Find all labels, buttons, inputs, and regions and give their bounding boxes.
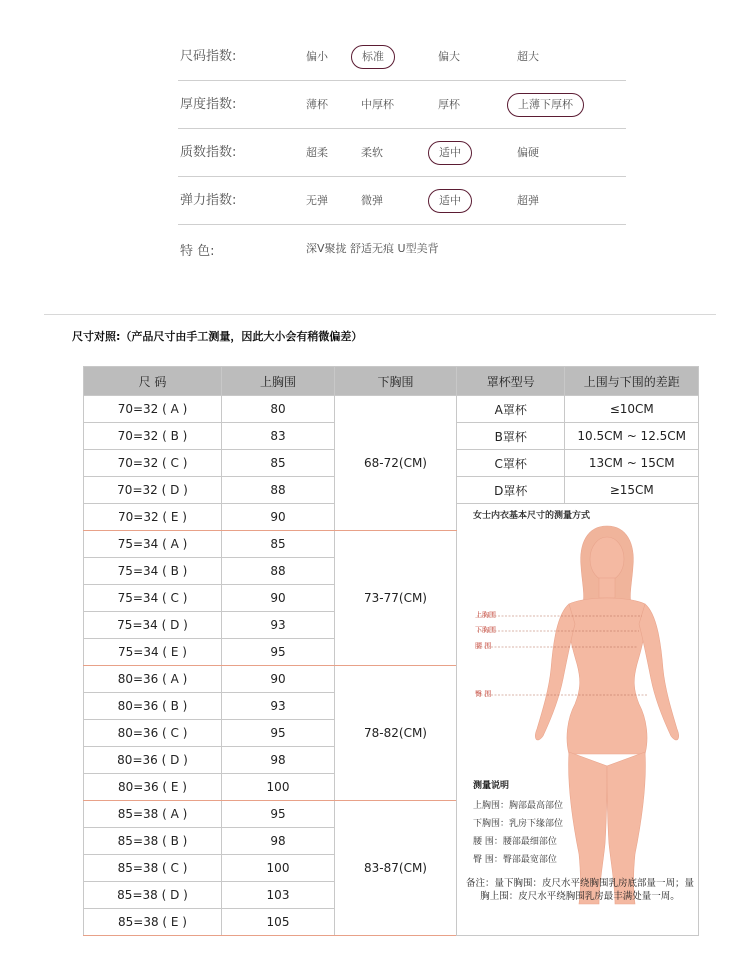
under-bust-cell: 83-87(CM): [335, 801, 457, 936]
size-cell: 70=32 ( C ): [84, 450, 222, 477]
header-upper-bust: 上胸围: [222, 367, 335, 396]
cup-type-cell: B罩杯: [457, 423, 565, 450]
attribute-option: 偏小: [306, 50, 328, 63]
attribute-row: [178, 129, 626, 177]
attribute-option: 超柔: [306, 146, 328, 159]
difference-cell: ≥15CM: [565, 477, 699, 504]
attribute-option-selected: 标准: [351, 45, 395, 69]
size-chart-heading: 尺寸对照:（产品尺寸由手工测量，因此大小会有稍微偏差）: [72, 330, 363, 343]
attribute-row: [178, 81, 626, 129]
measurement-remark: 备注：量下胸围：皮尺水平绕胸围乳房底部量一周；量胸上围：皮尺水平绕胸围乳房最丰满处量一周。: [465, 878, 694, 902]
attribute-option-selected: 上薄下厚杯: [507, 93, 584, 117]
upper-bust-cell: 103: [222, 882, 335, 909]
upper-bust-cell: 88: [222, 558, 335, 585]
under-bust-cell: 68-72(CM): [335, 396, 457, 531]
size-cell: 85=38 ( D ): [84, 882, 222, 909]
upper-bust-cell: 83: [222, 423, 335, 450]
row-divider: [178, 224, 626, 225]
size-cell: 70=32 ( B ): [84, 423, 222, 450]
header-cup-type: 罩杯型号: [457, 367, 565, 396]
upper-bust-cell: 85: [222, 531, 335, 558]
cup-type-cell: C罩杯: [457, 450, 565, 477]
difference-cell: 13CM ~ 15CM: [565, 450, 699, 477]
notes-title: 测量说明: [473, 781, 510, 791]
header-size: 尺 码: [84, 367, 222, 396]
attribute-row: [178, 177, 626, 225]
upper-bust-cell: 90: [222, 666, 335, 693]
size-cell: 70=32 ( D ): [84, 477, 222, 504]
upper-bust-cell: 90: [222, 585, 335, 612]
figure-title: 女士内衣基本尺寸的测量方式: [473, 511, 591, 521]
size-cell: 75=34 ( D ): [84, 612, 222, 639]
attribute-option: 厚杯: [438, 98, 460, 111]
difference-cell: ≤10CM: [565, 396, 699, 423]
cup-type-cell: D罩杯: [457, 477, 565, 504]
attribute-option: 薄杯: [306, 98, 328, 111]
note-line: 下胸围：乳房下缘部位: [473, 819, 564, 829]
upper-bust-cell: 95: [222, 801, 335, 828]
upper-bust-cell: 98: [222, 747, 335, 774]
note-line: 腰 围：腰部最细部位: [473, 837, 557, 847]
size-chart-table: [83, 366, 699, 936]
upper-bust-cell: 85: [222, 450, 335, 477]
size-cell: 85=38 ( A ): [84, 801, 222, 828]
note-line: 臀 围：臀部最宽部位: [473, 855, 557, 865]
attribute-option: 柔软: [361, 146, 383, 159]
attribute-option: 无弹: [306, 194, 328, 207]
measurement-figure: [457, 504, 698, 912]
attribute-option: 微弹: [361, 194, 383, 207]
size-cell: 75=34 ( B ): [84, 558, 222, 585]
size-cell: 80=36 ( E ): [84, 774, 222, 801]
upper-bust-cell: 88: [222, 477, 335, 504]
size-cell: 85=38 ( C ): [84, 855, 222, 882]
size-cell: 75=34 ( A ): [84, 531, 222, 558]
header-under-bust: 下胸围: [335, 367, 457, 396]
size-cell: 70=32 ( E ): [84, 504, 222, 531]
header-difference: 上围与下围的差距: [565, 367, 699, 396]
feature-value: 深V聚拢 舒适无痕 U型美背: [306, 242, 439, 255]
attribute-option-selected: 适中: [428, 189, 472, 213]
attribute-option: 超大: [517, 50, 539, 63]
attribute-option: 中厚杯: [361, 98, 394, 111]
upper-bust-cell: 95: [222, 639, 335, 666]
note-line: 上胸围：胸部最高部位: [473, 801, 564, 811]
attribute-option: 超弹: [517, 194, 539, 207]
upper-bust-cell: 100: [222, 774, 335, 801]
size-cell: 70=32 ( A ): [84, 396, 222, 423]
attribute-label: 质数指数:: [180, 145, 237, 160]
attribute-option: 偏硬: [517, 146, 539, 159]
upper-bust-cell: 80: [222, 396, 335, 423]
attribute-label: 厚度指数:: [180, 97, 237, 112]
label-hip: 臀 围: [475, 690, 492, 698]
upper-bust-cell: 98: [222, 828, 335, 855]
attribute-label: 弹力指数:: [180, 193, 237, 208]
attribute-label: 尺码指数:: [180, 49, 237, 64]
size-cell: 75=34 ( C ): [84, 585, 222, 612]
upper-bust-cell: 105: [222, 909, 335, 936]
difference-cell: 10.5CM ~ 12.5CM: [565, 423, 699, 450]
label-waist: 腰 围: [475, 642, 492, 650]
size-cell: 80=36 ( C ): [84, 720, 222, 747]
attribute-option-selected: 适中: [428, 141, 472, 165]
size-cell: 85=38 ( E ): [84, 909, 222, 936]
upper-bust-cell: 95: [222, 720, 335, 747]
size-cell: 75=34 ( E ): [84, 639, 222, 666]
measurement-figure-cell: [457, 504, 699, 936]
cup-type-cell: A罩杯: [457, 396, 565, 423]
upper-bust-cell: 93: [222, 612, 335, 639]
feature-label: 特 色:: [180, 244, 215, 259]
label-upper-bust: 上胸围: [475, 611, 496, 619]
size-cell: 80=36 ( D ): [84, 747, 222, 774]
table-row: [84, 396, 699, 423]
female-body-illustration: [457, 504, 698, 912]
upper-bust-cell: 90: [222, 504, 335, 531]
size-cell: 85=38 ( B ): [84, 828, 222, 855]
section-divider: [44, 314, 716, 315]
upper-bust-cell: 100: [222, 855, 335, 882]
attribute-row: [178, 33, 626, 81]
size-cell: 80=36 ( B ): [84, 693, 222, 720]
label-under-bust: 下胸围: [475, 626, 496, 634]
under-bust-cell: 73-77(CM): [335, 531, 457, 666]
under-bust-cell: 78-82(CM): [335, 666, 457, 801]
size-cell: 80=36 ( A ): [84, 666, 222, 693]
upper-bust-cell: 93: [222, 693, 335, 720]
attribute-option: 偏大: [438, 50, 460, 63]
table-header-row: [84, 367, 699, 396]
